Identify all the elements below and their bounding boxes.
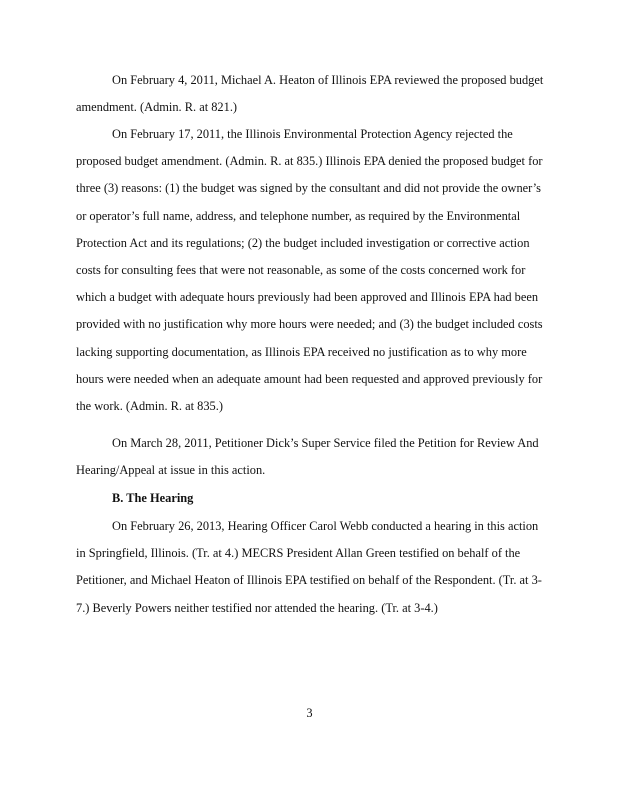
section-heading: B. The Hearing — [112, 491, 194, 505]
paragraph-budget-rejection: On February 17, 2011, the Illinois Environmental Protection Agency rejected the proposed budget amendment. (Admin. R. at 835.) Illinois EPA denied the proposed budget for three (3) reasons: (1) the budget was signed by the consultant and did not provide the owner’s or operator’s full name, address, and telephone number, as required by the Environmental Protection Act and its regulations; (2) the budget included investigation or corrective action costs for consulting fees that were not reasonable, as some of the costs concerned work for which a budget with adequate hours previously had been approved and Illinois EPA had been provided with no justification why more hours were needed; and (3) the budget included costs lacking supporting documentation, as Illinois EPA received no justification as to why more hours were needed when an adequate amount had been requested and approved previously for the work. (Admin. R. at 835.) — [76, 127, 543, 414]
paragraph-petition-filed: On March 28, 2011, Petitioner Dick’s Super Service filed the Petition for Review And Hearing/Appeal at issue in this action. — [76, 436, 539, 478]
paragraph-budget-review: On February 4, 2011, Michael A. Heaton of Illinois EPA reviewed the proposed budget amendment. (Admin. R. at 821.) — [76, 73, 544, 115]
page-number: 3 — [306, 706, 313, 720]
paragraph-hearing: On February 26, 2013, Hearing Officer Carol Webb conducted a hearing in this action in Springfield, Illinois. (Tr. at 4.) MECRS President Allan Green testified on behalf of the Petitioner, and Michael Heaton of Illinois EPA testified on behalf of the Respondent. (Tr. at 3-7.) Beverly Powers neither testified nor attended the hearing. (Tr. at 3-4.) — [76, 519, 542, 615]
